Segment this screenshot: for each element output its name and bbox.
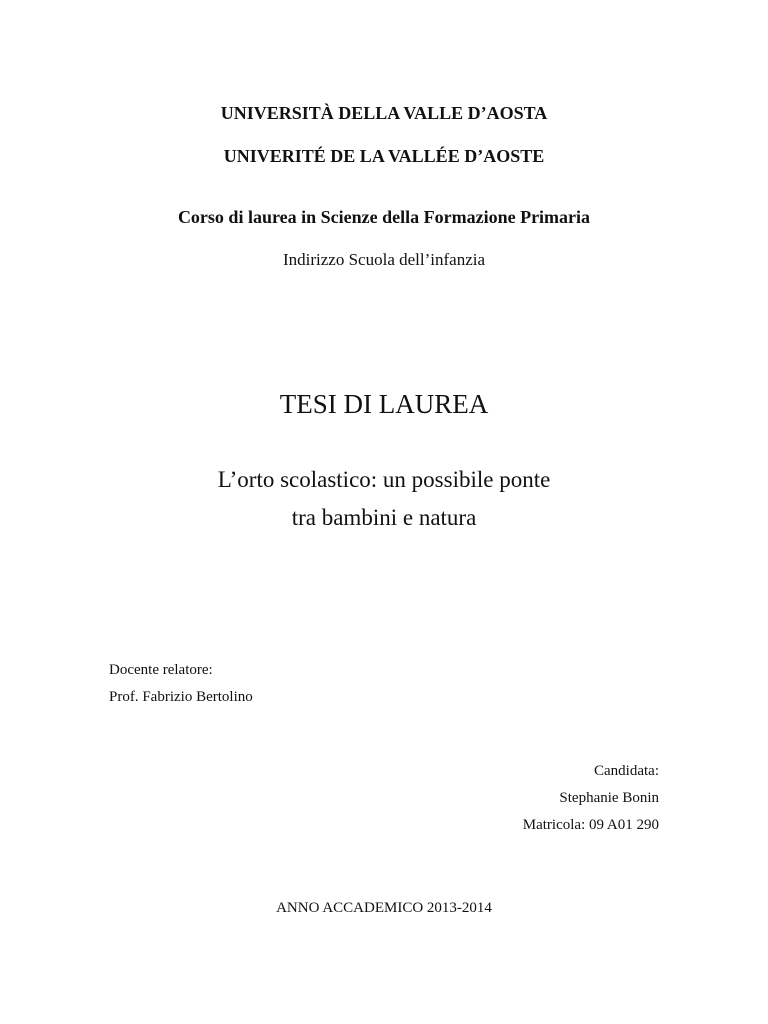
thesis-title-line-1: L’orto scolastico: un possibile ponte <box>217 467 551 492</box>
supervisor-name: Prof. Fabrizio Bertolino <box>109 689 253 705</box>
candidate-name: Stephanie Bonin <box>559 790 659 806</box>
degree-track: Indirizzo Scuola dell’infanzia <box>282 250 486 269</box>
candidate-label: Candidata: <box>594 763 659 779</box>
candidate-matricola: Matricola: 09 A01 290 <box>522 817 659 833</box>
thesis-heading: TESI DI LAUREA <box>279 389 489 419</box>
university-name-french: UNIVERITÉ DE LA VALLÉE D’AOSTE <box>223 146 545 166</box>
academic-year: ANNO ACCADEMICO 2013-2014 <box>276 900 492 916</box>
degree-course: Corso di laurea in Scienze della Formazione Primaria <box>177 207 591 227</box>
supervisor-label: Docente relatore: <box>109 662 213 678</box>
university-name-italian: UNIVERSITÀ DELLA VALLE D’AOSTA <box>220 103 548 123</box>
thesis-title-line-2: tra bambini e natura <box>291 505 477 530</box>
